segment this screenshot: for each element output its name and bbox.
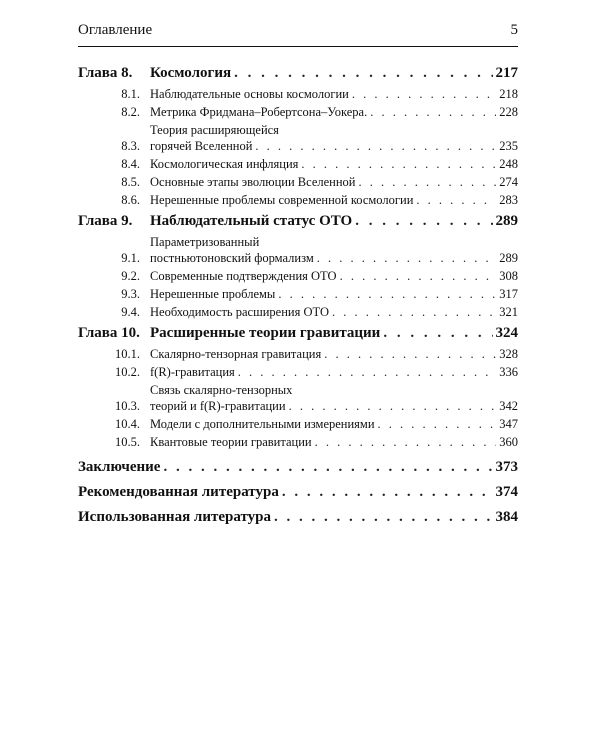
running-header bbox=[78, 22, 518, 39]
dot-leader bbox=[315, 434, 497, 450]
section-title: Метрика Фридмана–Робертсона–Уокера. bbox=[150, 105, 368, 119]
toc-section-entry[interactable] bbox=[78, 156, 518, 172]
section-title-line bbox=[150, 250, 518, 266]
section-title: Модели с дополнительными измерениями bbox=[150, 417, 375, 431]
toc-endmatter-entry[interactable] bbox=[78, 483, 518, 502]
dot-leader bbox=[352, 86, 496, 102]
section-title: Скалярно-тензорная гравитация bbox=[150, 347, 322, 361]
section-page-number: 218 bbox=[499, 87, 518, 101]
section-title-line bbox=[150, 286, 518, 302]
toc-section-entry[interactable] bbox=[78, 364, 518, 380]
section-title-line bbox=[150, 192, 518, 208]
section-title: Наблюдательные основы космологии bbox=[150, 87, 349, 101]
chapter-spacer bbox=[78, 452, 518, 454]
section-title-block bbox=[150, 382, 518, 414]
header-title: Оглавление bbox=[78, 22, 153, 38]
dot-leader bbox=[163, 458, 492, 477]
toc-section-entry[interactable] bbox=[78, 104, 518, 120]
dot-leader bbox=[416, 192, 496, 208]
section-page-number: 321 bbox=[499, 305, 518, 319]
toc-section-entry[interactable] bbox=[78, 346, 518, 362]
section-page-number: 289 bbox=[499, 251, 518, 265]
chapter-number: Глава 9. bbox=[78, 213, 133, 229]
chapter-title: Наблюдательный статус ОТО bbox=[150, 213, 353, 229]
section-number: 8.5. bbox=[121, 175, 140, 189]
section-page-number: 228 bbox=[499, 105, 518, 119]
endmatter-title: Рекомендованная литература bbox=[78, 484, 279, 500]
chapter-page-number: 324 bbox=[495, 325, 518, 341]
header-page-number: 5 bbox=[510, 22, 518, 38]
table-of-contents bbox=[78, 64, 518, 533]
section-title-line bbox=[150, 104, 518, 120]
section-page-number: 360 bbox=[499, 435, 518, 449]
dot-leader bbox=[332, 304, 496, 320]
dot-leader bbox=[340, 268, 497, 284]
section-title: Космологическая инфляция bbox=[150, 157, 299, 171]
dot-leader bbox=[370, 104, 496, 120]
chapter-number: Глава 10. bbox=[78, 325, 140, 341]
dot-leader bbox=[289, 398, 497, 414]
section-title-block bbox=[150, 434, 518, 450]
endmatter-title: Использованная литература bbox=[78, 509, 271, 525]
section-page-number: 235 bbox=[499, 139, 518, 153]
chapter-number: Глава 8. bbox=[78, 65, 133, 81]
section-number: 8.2. bbox=[121, 105, 140, 119]
section-number: 10.4. bbox=[115, 417, 140, 431]
toc-section-entry[interactable] bbox=[78, 122, 518, 154]
section-title-block bbox=[150, 234, 518, 266]
section-number: 8.1. bbox=[121, 87, 140, 101]
dot-leader bbox=[274, 508, 493, 527]
section-number: 9.1. bbox=[121, 251, 140, 265]
section-title: постньютоновский формализм bbox=[150, 251, 314, 265]
dot-leader bbox=[358, 174, 496, 190]
dot-leader bbox=[282, 483, 493, 502]
toc-chapter-entry[interactable] bbox=[78, 212, 518, 231]
section-title: горячей Вселенной bbox=[150, 139, 253, 153]
dot-leader bbox=[317, 250, 496, 266]
section-title-block bbox=[150, 192, 518, 208]
section-title-block bbox=[150, 104, 518, 120]
section-title: Параметризованный bbox=[150, 235, 260, 249]
dot-leader bbox=[255, 138, 496, 154]
toc-section-entry[interactable] bbox=[78, 268, 518, 284]
section-title-block bbox=[150, 304, 518, 320]
section-title-line bbox=[150, 86, 518, 102]
toc-section-entry[interactable] bbox=[78, 234, 518, 266]
toc-endmatter-entry[interactable] bbox=[78, 458, 518, 477]
section-number: 10.5. bbox=[115, 435, 140, 449]
toc-section-entry[interactable] bbox=[78, 416, 518, 432]
section-page-number: 248 bbox=[499, 157, 518, 171]
section-page-number: 274 bbox=[499, 175, 518, 189]
section-page-number: 283 bbox=[499, 193, 518, 207]
section-title-line bbox=[150, 398, 518, 414]
section-title: Квантовые теории гравитации bbox=[150, 435, 312, 449]
chapter-title: Космология bbox=[150, 65, 232, 81]
section-page-number: 317 bbox=[499, 287, 518, 301]
section-title: Современные подтверждения ОТО bbox=[150, 269, 337, 283]
section-title-block bbox=[150, 122, 518, 154]
section-number: 9.4. bbox=[121, 305, 140, 319]
toc-section-entry[interactable] bbox=[78, 434, 518, 450]
section-title-line bbox=[150, 156, 518, 172]
section-title: Нерешенные проблемы bbox=[150, 287, 276, 301]
section-title-block bbox=[150, 416, 518, 432]
section-page-number: 328 bbox=[499, 347, 518, 361]
chapter-page-number: 217 bbox=[495, 65, 518, 81]
section-number: 9.3. bbox=[121, 287, 140, 301]
section-title: теорий и f(R)-гравитации bbox=[150, 399, 286, 413]
section-title-line bbox=[150, 234, 518, 250]
dot-leader bbox=[378, 416, 497, 432]
section-page-number: 347 bbox=[499, 417, 518, 431]
chapter-title: Расширенные теории гравитации bbox=[150, 325, 381, 341]
chapter-page-number: 289 bbox=[495, 213, 518, 229]
section-title-line bbox=[150, 122, 518, 138]
section-title: Нерешенные проблемы современной космологии bbox=[150, 193, 414, 207]
toc-section-entry[interactable] bbox=[78, 174, 518, 190]
endmatter-page-number: 384 bbox=[495, 509, 518, 525]
toc-chapter-entry[interactable] bbox=[78, 64, 518, 83]
section-title-line bbox=[150, 174, 518, 190]
dot-leader bbox=[234, 64, 492, 83]
dot-leader bbox=[238, 364, 496, 380]
section-number: 10.1. bbox=[115, 347, 140, 361]
section-number: 8.6. bbox=[121, 193, 140, 207]
toc-section-entry[interactable] bbox=[78, 382, 518, 414]
section-page-number: 308 bbox=[499, 269, 518, 283]
section-title-line bbox=[150, 138, 518, 154]
toc-section-entry[interactable] bbox=[78, 304, 518, 320]
dot-leader bbox=[301, 156, 496, 172]
section-title: Необходимость расширения ОТО bbox=[150, 305, 329, 319]
section-number: 8.3. bbox=[121, 139, 140, 153]
section-title-block bbox=[150, 156, 518, 172]
section-title: Теория расширяющейся bbox=[150, 123, 279, 137]
dot-leader bbox=[324, 346, 496, 362]
section-number: 8.4. bbox=[121, 157, 140, 171]
section-title-block bbox=[150, 286, 518, 302]
section-title-line bbox=[150, 304, 518, 320]
section-page-number: 336 bbox=[499, 365, 518, 379]
section-title-block bbox=[150, 86, 518, 102]
section-number: 10.3. bbox=[115, 399, 140, 413]
toc-endmatter-entry[interactable] bbox=[78, 508, 518, 527]
header-rule bbox=[78, 46, 518, 47]
section-title-line bbox=[150, 364, 518, 380]
toc-section-entry[interactable] bbox=[78, 192, 518, 208]
endmatter-title: Заключение bbox=[78, 459, 161, 475]
section-title-block bbox=[150, 364, 518, 380]
section-title-line bbox=[150, 346, 518, 362]
section-title-line bbox=[150, 416, 518, 432]
section-title-block bbox=[150, 174, 518, 190]
endmatter-page-number: 373 bbox=[495, 459, 518, 475]
section-title: Связь скалярно-тензорных bbox=[150, 383, 293, 397]
section-title: Основные этапы эволюции Вселенной bbox=[150, 175, 356, 189]
section-number: 9.2. bbox=[121, 269, 140, 283]
dot-leader bbox=[278, 286, 496, 302]
dot-leader bbox=[383, 324, 492, 343]
toc-section-entry[interactable] bbox=[78, 286, 518, 302]
toc-section-entry[interactable] bbox=[78, 86, 518, 102]
section-page-number: 342 bbox=[499, 399, 518, 413]
section-number: 10.2. bbox=[115, 365, 140, 379]
section-title-block bbox=[150, 346, 518, 362]
section-title-line bbox=[150, 434, 518, 450]
endmatter-page-number: 374 bbox=[495, 484, 518, 500]
section-title: f(R)-гравитация bbox=[150, 365, 235, 379]
section-title-line bbox=[150, 268, 518, 284]
section-title-block bbox=[150, 268, 518, 284]
toc-chapter-entry[interactable] bbox=[78, 324, 518, 343]
section-title-line bbox=[150, 382, 518, 398]
dot-leader bbox=[355, 212, 492, 231]
